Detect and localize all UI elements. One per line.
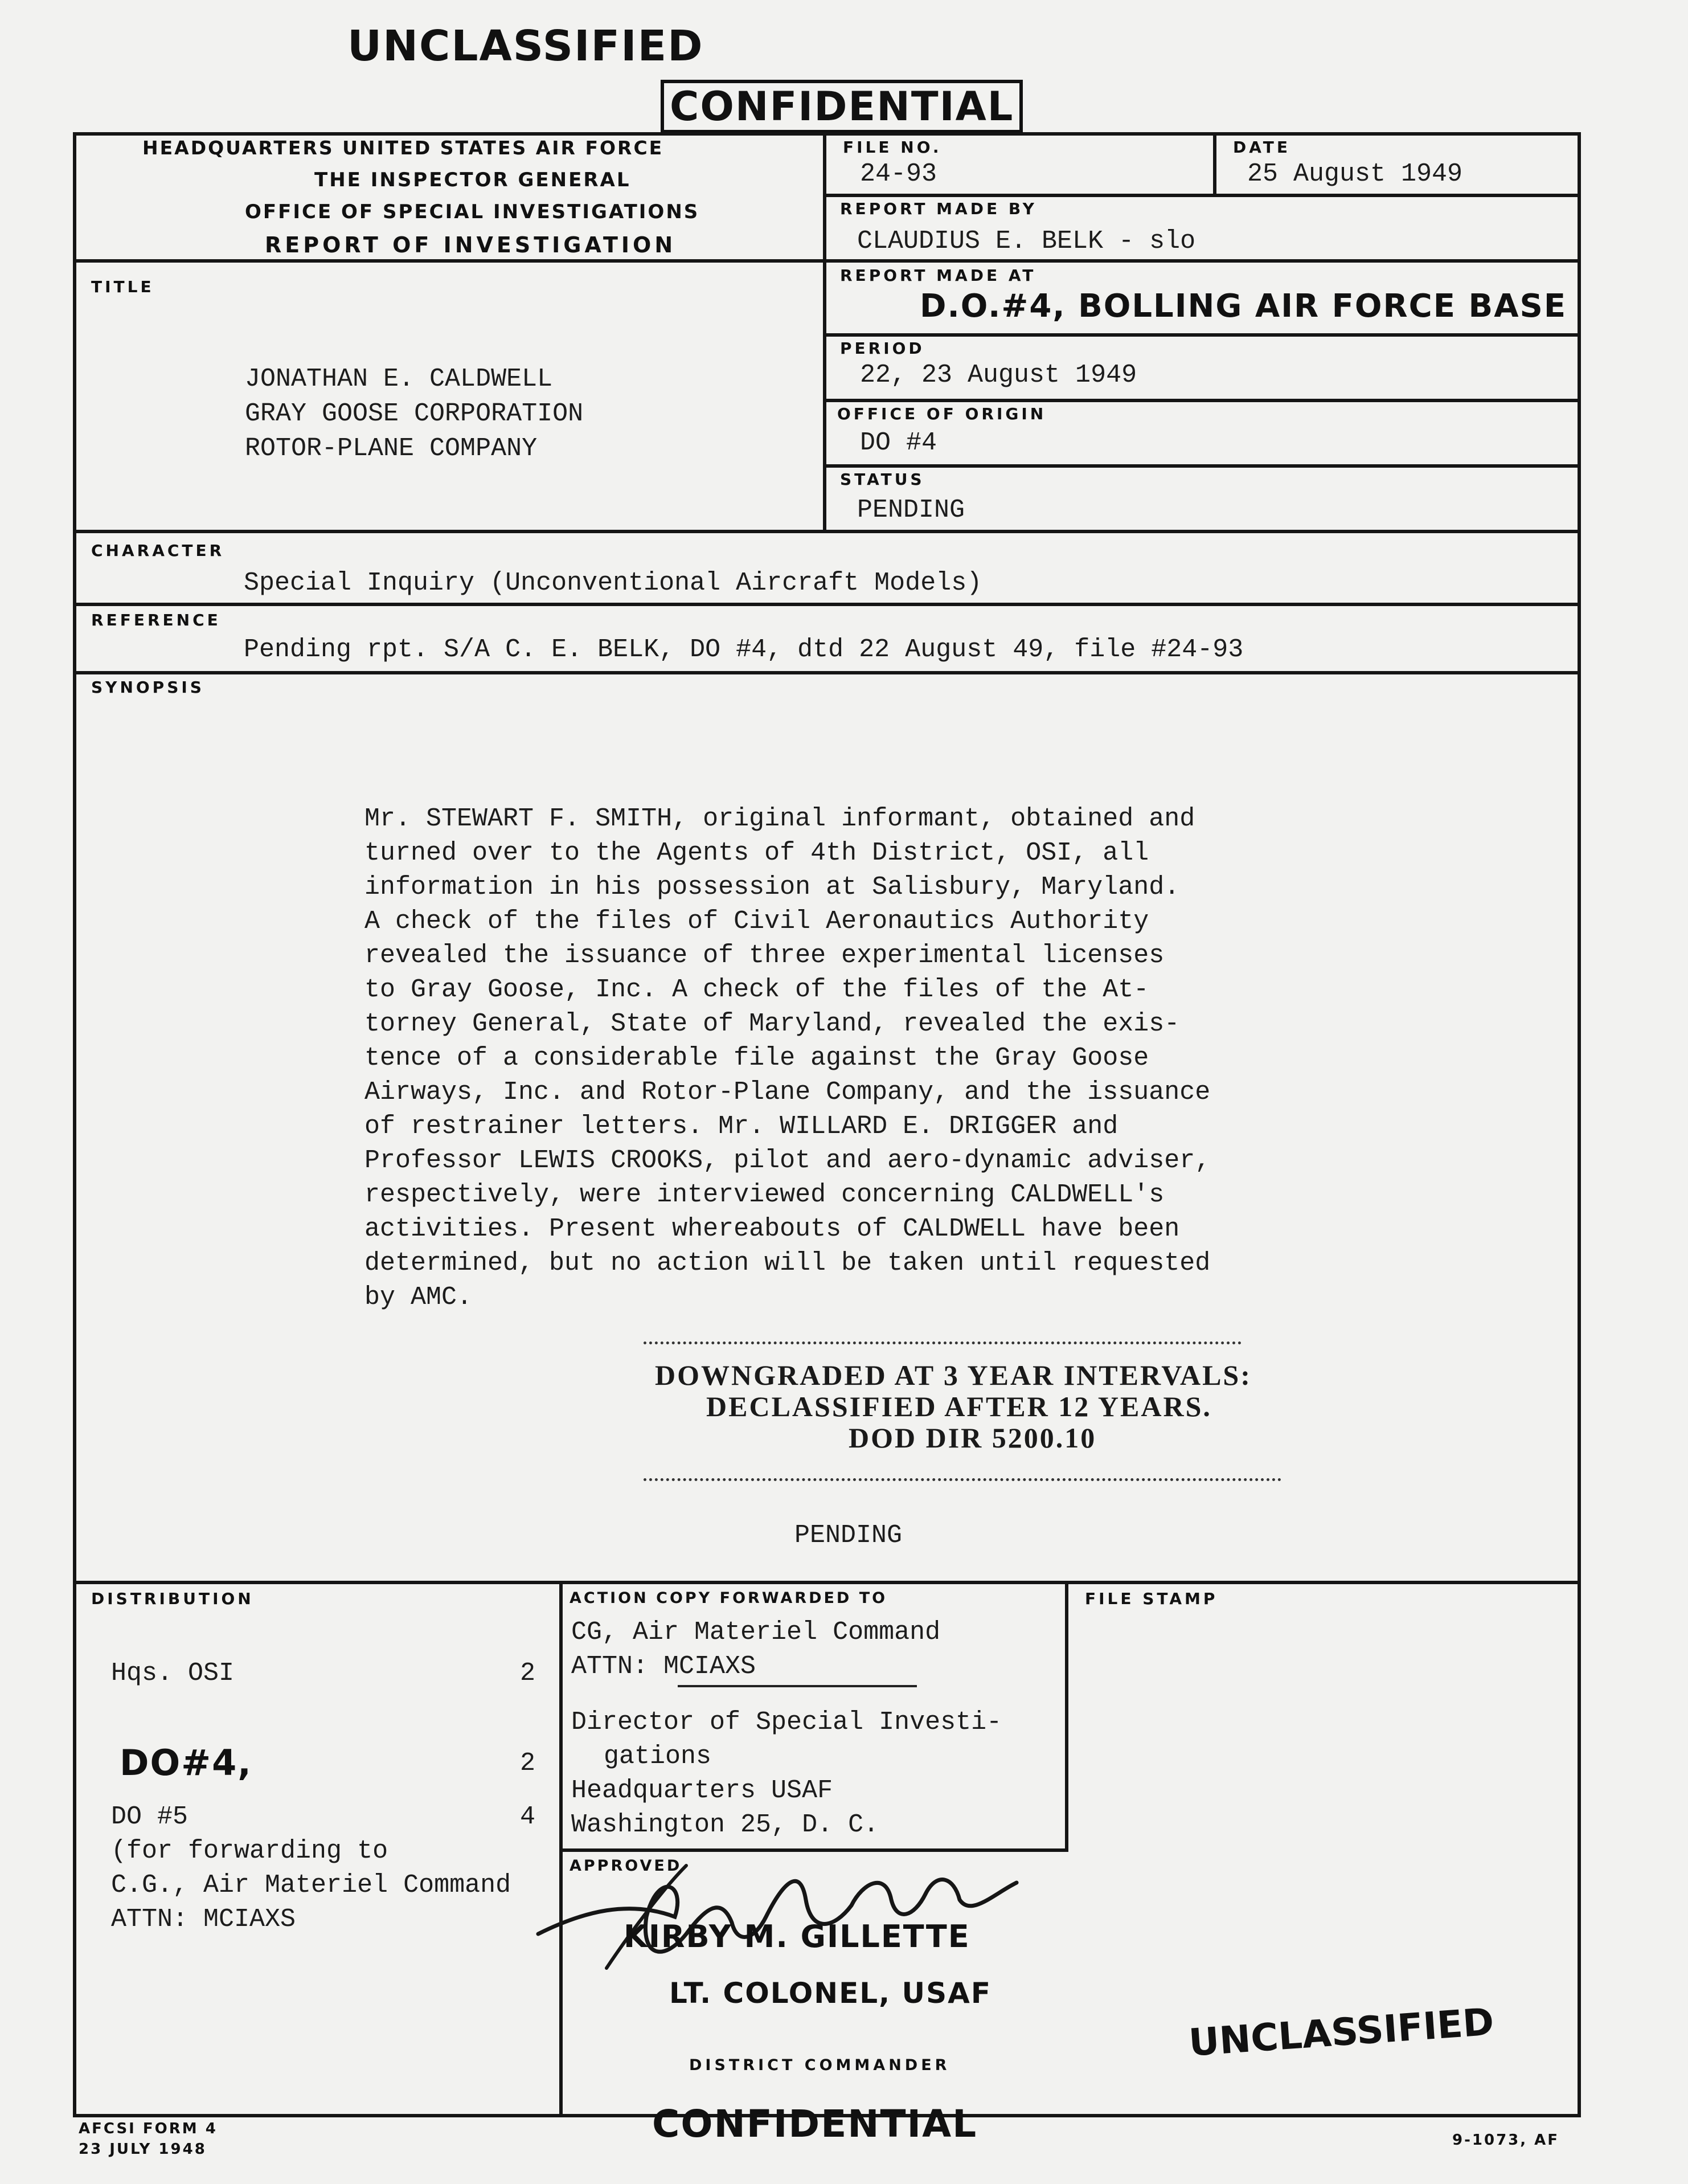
- bottom-unclassified-stamp: UNCLASSIFIED: [1187, 1999, 1496, 2065]
- synopsis-line: Professor LEWIS CROOKS, pilot and aero-dynamic adviser,: [364, 1146, 1211, 1175]
- bottom-confidential-stamp: CONFIDENTIAL: [652, 2102, 978, 2146]
- report-made-at-label: REPORT MADE AT: [840, 266, 1036, 285]
- report-made-by-label: REPORT MADE BY: [840, 199, 1037, 218]
- distribution-row-name: DO#4,: [120, 1742, 252, 1784]
- distribution-row-count: 2: [520, 1749, 536, 1778]
- file-no-value: 24-93: [860, 159, 937, 189]
- action-copy-line: gations: [604, 1742, 712, 1771]
- date-value: 25 August 1949: [1247, 159, 1463, 189]
- action-copy-line: Director of Special Investi-: [571, 1708, 1002, 1737]
- synopsis-label: SYNOPSIS: [91, 678, 204, 697]
- header-line-4: REPORT OF INVESTIGATION: [265, 232, 677, 257]
- report-made-at-value: D.O.#4, BOLLING AIR FORCE BASE: [920, 288, 1567, 325]
- synopsis-line: torney General, State of Maryland, revealed the exis-: [364, 1009, 1180, 1038]
- synopsis-line: tence of a considerable file against the Gray Goose: [364, 1044, 1149, 1073]
- office-of-origin-label: OFFICE OF ORIGIN: [837, 404, 1047, 423]
- distribution-row-name: Hqs. OSI: [111, 1659, 235, 1688]
- top-unclassified-stamp: UNCLASSIFIED: [347, 22, 704, 71]
- period-label: PERIOD: [840, 339, 925, 358]
- synopsis-line: turned over to the Agents of 4th District, OSI, all: [364, 839, 1149, 868]
- synopsis-line: A check of the files of Civil Aeronautics Authority: [364, 907, 1149, 936]
- distribution-note-line: (for forwarding to: [111, 1837, 388, 1866]
- title-label: TITLE: [91, 277, 154, 296]
- header-line-2: THE INSPECTOR GENERAL: [314, 169, 631, 191]
- signature-icon: [515, 1848, 1056, 1979]
- distribution-note-line: ATTN: MCIAXS: [111, 1905, 296, 1934]
- approved-label: APPROVED: [570, 1857, 682, 1875]
- action-copy-line: Washington 25, D. C.: [571, 1810, 879, 1839]
- approver-name: KIRBY M. GILLETTE: [624, 1919, 970, 1954]
- header-line-3: OFFICE OF SPECIAL INVESTIGATIONS: [245, 201, 700, 223]
- attn-underline: [678, 1685, 917, 1687]
- distribution-row-name: DO #5: [111, 1802, 189, 1831]
- action-copy-line: ATTN: MCIAXS: [571, 1652, 756, 1681]
- synopsis-line: determined, but no action will be taken until requested: [364, 1249, 1211, 1278]
- downgrade-dashes: [644, 1342, 1242, 1344]
- action-copy-label: ACTION COPY FORWARDED TO: [570, 1589, 888, 1607]
- action-copy-line: CG, Air Materiel Command: [571, 1618, 941, 1647]
- synopsis-line: information in his possession at Salisbury, Maryland.: [364, 873, 1180, 902]
- title-line-1: JONATHAN E. CALDWELL: [245, 365, 553, 394]
- character-label: CHARACTER: [91, 541, 225, 560]
- top-confidential-stamp: CONFIDENTIAL: [661, 80, 1023, 133]
- synopsis-line: respectively, were interviewed concerning CALDWELL's: [364, 1180, 1165, 1209]
- synopsis-line: Mr. STEWART F. SMITH, original informant, obtained and: [364, 804, 1195, 833]
- downgrade-line-1: DOWNGRADED AT 3 YEAR INTERVALS:: [655, 1359, 1252, 1391]
- downgrade-line-3: DOD DIR 5200.10: [849, 1422, 1097, 1454]
- date-label: DATE: [1233, 138, 1290, 157]
- distribution-note-line: C.G., Air Materiel Command: [111, 1871, 511, 1900]
- action-copy-line: Headquarters USAF: [571, 1776, 833, 1805]
- approver-title: DISTRICT COMMANDER: [689, 2056, 950, 2074]
- distribution-row-count: 4: [520, 1802, 536, 1831]
- report-made-by-value: CLAUDIUS E. BELK - slo: [857, 227, 1196, 256]
- form-date: 23 JULY 1948: [79, 2141, 207, 2158]
- form-number: AFCSI FORM 4: [79, 2120, 218, 2137]
- title-line-3: ROTOR-PLANE COMPANY: [245, 434, 538, 463]
- synopsis-pending: PENDING: [794, 1521, 903, 1550]
- character-value: Special Inquiry (Unconventional Aircraft Models): [244, 569, 982, 598]
- title-line-2: GRAY GOOSE CORPORATION: [245, 399, 584, 428]
- distribution-label: DISTRIBUTION: [91, 1589, 254, 1608]
- file-no-label: FILE NO.: [843, 138, 942, 157]
- synopsis-line: revealed the issuance of three experimental licenses: [364, 941, 1165, 970]
- period-value: 22, 23 August 1949: [860, 361, 1137, 390]
- reference-label: REFERENCE: [91, 611, 221, 629]
- downgrade-line-2: DECLASSIFIED AFTER 12 YEARS.: [706, 1390, 1212, 1422]
- distribution-row-count: 2: [520, 1659, 536, 1688]
- synopsis-line: to Gray Goose, Inc. A check of the files of the At-: [364, 975, 1149, 1004]
- status-value: PENDING: [857, 496, 965, 525]
- approver-rank: LT. COLONEL, USAF: [669, 1977, 992, 2010]
- form-code: 9-1073, AF: [1452, 2132, 1560, 2149]
- synopsis-line: by AMC.: [364, 1283, 473, 1312]
- downgrade-dashes: [644, 1478, 1281, 1481]
- synopsis-line: activities. Present whereabouts of CALDWELL have been: [364, 1214, 1180, 1244]
- status-label: STATUS: [840, 470, 925, 489]
- file-stamp-label: FILE STAMP: [1085, 1589, 1218, 1608]
- office-of-origin-value: DO #4: [860, 428, 937, 457]
- header-line-1: HEADQUARTERS UNITED STATES AIR FORCE: [142, 137, 664, 159]
- reference-value: Pending rpt. S/A C. E. BELK, DO #4, dtd 22 August 49, file #24-93: [244, 635, 1244, 664]
- synopsis-line: Airways, Inc. and Rotor-Plane Company, and the issuance: [364, 1078, 1211, 1107]
- synopsis-line: of restrainer letters. Mr. WILLARD E. DRIGGER and: [364, 1112, 1118, 1141]
